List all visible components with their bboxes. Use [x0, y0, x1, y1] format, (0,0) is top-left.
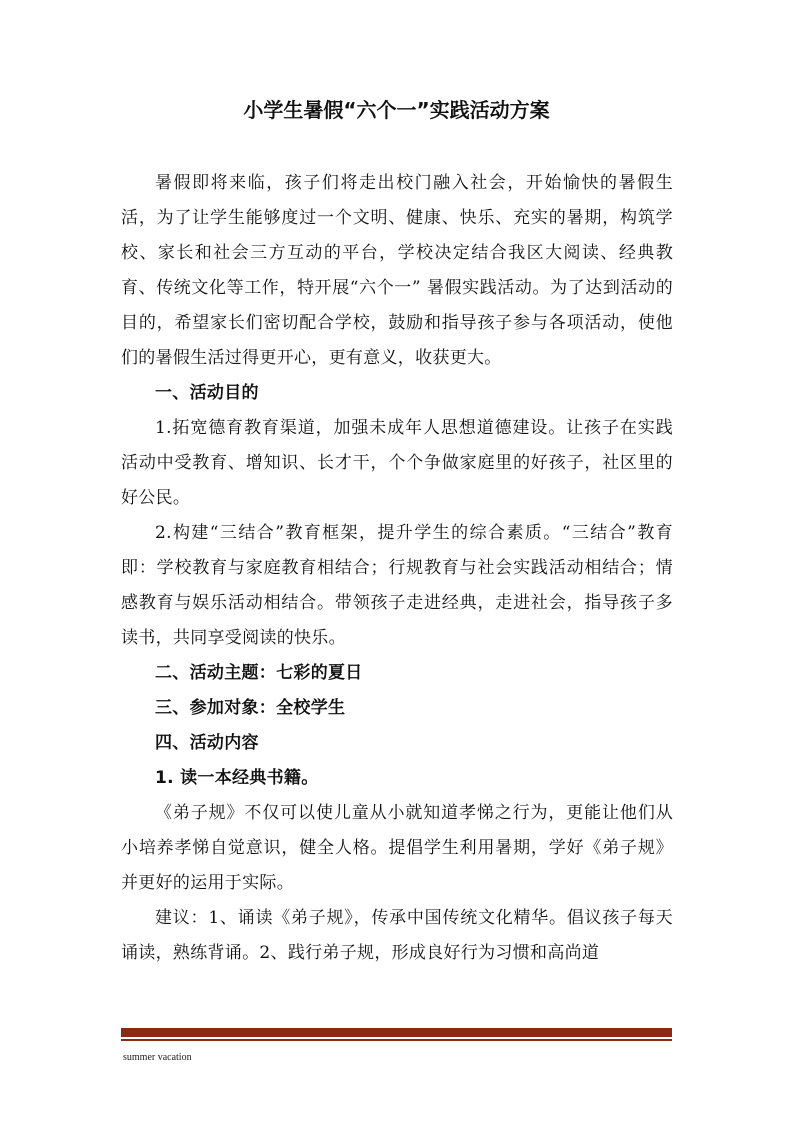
document-title: 小学生暑假“六个一”实践活动方案	[243, 98, 550, 122]
footer-rule-thin	[121, 1039, 672, 1041]
footer-text: summer vacation	[123, 1052, 192, 1063]
section-heading-theme: 二、活动主题：七彩的夏日	[155, 663, 363, 683]
document-body	[121, 166, 673, 971]
content-item-1-suggestion: 建议：1、诵读《弟子规》，传承中国传统文化精华。倡议孩子每天诵读，熟练背诵。2、践行弟子规，形成良好行为习惯和高尚道	[121, 908, 673, 963]
content-item-1-heading: 1. 读一本经典书籍。	[155, 768, 319, 788]
section-heading-content: 四、活动内容	[155, 733, 259, 753]
section-heading-purpose: 一、活动目的	[155, 383, 259, 403]
purpose-item-2: 2.构建“三结合”教育框架，提升学生的综合素质。“三结合”教育即：学校教育与家庭教育相结合；行规教育与社会实践活动相结合；情感教育与娱乐活动相结合。带领孩子走进经典，走进社会，指导孩子多读书，共同享受阅读的快乐。	[121, 523, 673, 648]
purpose-item-1: 1.拓宽德育教育渠道，加强未成年人思想道德建设。让孩子在实践活动中受教育、增知识、长才干，个个争做家庭里的好孩子，社区里的好公民。	[121, 418, 673, 508]
content-item-1-text: 《弟子规》不仅可以使儿童从小就知道孝悌之行为，更能让他们从小培养孝悌自觉意识，健全人格。提倡学生利用暑期，学好《弟子规》并更好的运用于实际。	[121, 803, 673, 893]
section-heading-participants: 三、参加对象：全校学生	[155, 698, 346, 718]
footer-rule-thick	[121, 1028, 672, 1037]
intro-paragraph: 暑假即将来临，孩子们将走出校门融入社会，开始愉快的暑假生活，为了让学生能够度过一个文明、健康、快乐、充实的暑期，构筑学校、家长和社会三方互动的平台，学校决定结合我区大阅读、经典教育、传统文化等工作，特开展“六个一” 暑假实践活动。为了达到活动的目的，希望家长们密切配合学校，鼓励和指导孩子参与各项活动，使他们的暑假生活过得更开心，更有意义，收获更大。	[121, 173, 673, 368]
